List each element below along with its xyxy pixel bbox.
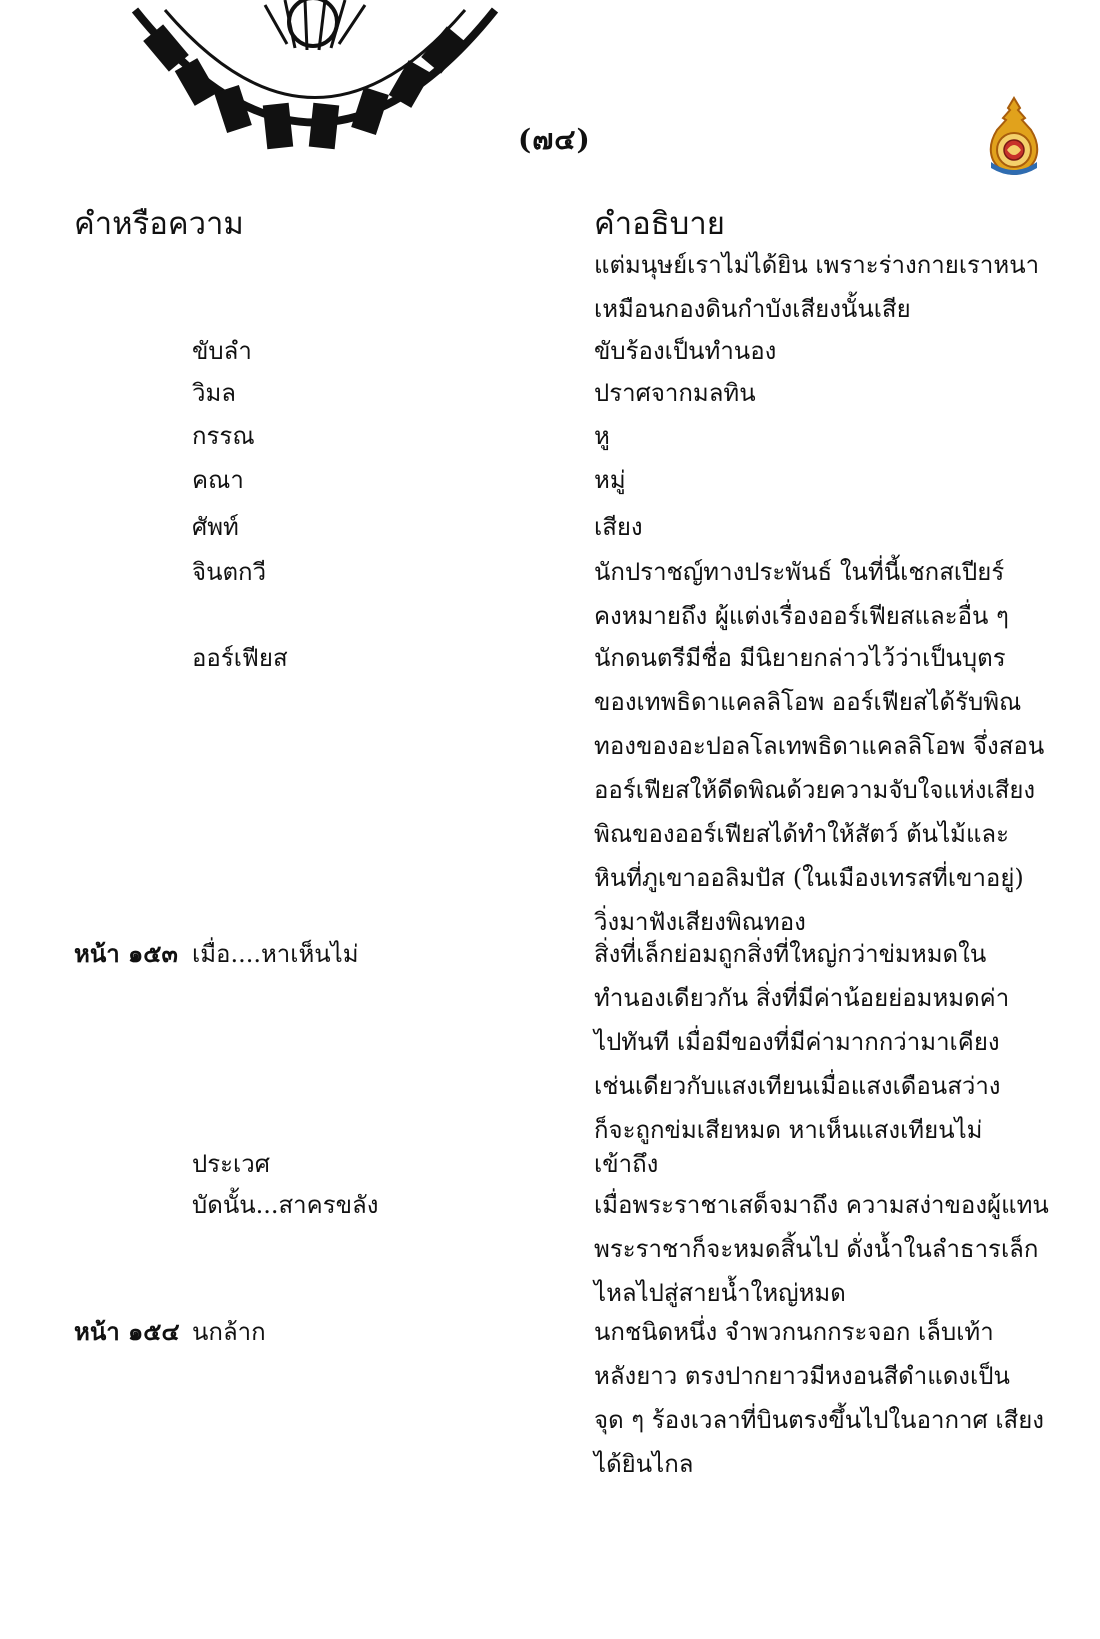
entry-term: บัดนั้น...สาครขลัง: [192, 1191, 379, 1219]
explanation-line: พระราชาก็จะหมดสิ้นไป ดั่งน้ำในลำธารเล็ก: [594, 1235, 1039, 1263]
entry-explanation: [594, 243, 1054, 331]
entry-explanation: [594, 329, 1054, 373]
library-stamp-graphic: [125, 0, 505, 175]
entry-term: จินตกวี: [192, 558, 267, 586]
entry-term: วิมล: [192, 379, 237, 407]
explanation-line: เมื่อพระราชาเสด็จมาถึง ความสง่าของผู้แทน: [594, 1191, 1049, 1219]
explanation-line: เช่นเดียวกับแสงเทียนเมื่อแสงเดือนสว่าง: [594, 1072, 1001, 1100]
entry-term: นกล้าก: [192, 1318, 266, 1346]
entry-term: ประเวศ: [192, 1150, 270, 1178]
entry-explanation: [594, 1183, 1054, 1315]
explanation-line: เสียง: [594, 513, 643, 541]
entry-term: ศัพท์: [192, 513, 239, 541]
explanation-line: ออร์เฟียสให้ดีดพิณด้วยความจับใจแห่งเสียง: [594, 776, 1036, 804]
column-header-term: คำหรือความ: [74, 206, 244, 242]
explanation-line: สิ่งที่เล็กย่อมถูกสิ่งที่ใหญ่กว่าข่มหมดใน: [594, 940, 987, 968]
library-stamp: [125, 0, 505, 175]
entry-explanation: [594, 932, 1054, 1152]
explanation-line: หินที่ภูเขาออลิมปัส (ในเมืองเทรสที่เขาอยู่): [594, 864, 1024, 892]
entry-explanation: [594, 1142, 1054, 1186]
explanation-line: หลังยาว ตรงปากยาวมีหงอนสีดำแดงเป็น: [594, 1362, 1010, 1390]
explanation-line: จุด ๆ ร้องเวลาที่บินตรงขึ้นไปในอากาศ เสียง: [594, 1406, 1044, 1434]
column-header-explanation: คำอธิบาย: [594, 206, 725, 242]
explanation-line: นักดนตรีมีชื่อ มีนิยายกล่าวไว้ว่าเป็นบุตร: [594, 644, 1006, 672]
explanation-line: ได้ยินไกล: [594, 1450, 694, 1478]
page-number: (๗๔): [518, 123, 591, 156]
explanation-line: ไหลไปสู่สายน้ำใหญ่หมด: [594, 1279, 846, 1307]
entry-explanation: [594, 1310, 1054, 1486]
explanation-line: ปราศจากมลทิน: [594, 379, 756, 407]
entry-explanation: [594, 636, 1054, 944]
explanation-line: พิณของออร์เฟียสได้ทำให้สัตว์ ต้นไม้และ: [594, 820, 1010, 848]
explanation-line: ไปทันที เมื่อมีของที่มีค่ามากกว่ามาเคียง: [594, 1028, 1000, 1056]
entry-explanation: [594, 505, 1054, 549]
entry-term: ขับลำ: [192, 337, 252, 365]
entry-term: คณา: [192, 466, 244, 494]
explanation-line: ทำนองเดียวกัน สิ่งที่มีค่าน้อยย่อมหมดค่า: [594, 984, 1010, 1012]
entry-explanation: [594, 458, 1054, 502]
entry-term: กรรณ: [192, 422, 255, 450]
explanation-line: ทองของอะปอลโลเทพธิดาแคลลิโอพ จึ่งสอน: [594, 732, 1045, 760]
explanation-line: เหมือนกองดินกำบังเสียงนั้นเสีย: [594, 295, 911, 323]
entry-term: ออร์เฟียส: [192, 644, 288, 672]
explanation-line: คงหมายถึง ผู้แต่งเรื่องออร์เฟียสและอื่น ๆ: [594, 602, 1009, 630]
page-reference: หน้า ๑๕๓: [74, 939, 178, 968]
explanation-line: ก็จะถูกข่มเสียหมด หาเห็นแสงเทียนไม่: [594, 1116, 983, 1144]
explanation-line: นกชนิดหนึ่ง จำพวกนกกระจอก เล็บเท้า: [594, 1318, 994, 1346]
explanation-line: แต่มนุษย์เราไม่ได้ยิน เพราะร่างกายเราหนา: [594, 251, 1040, 279]
explanation-line: ขับร้องเป็นทำนอง: [594, 337, 777, 365]
explanation-line: ของเทพธิดาแคลลิโอพ ออร์เฟียสได้รับพิณ: [594, 688, 1022, 716]
explanation-line: เข้าถึง: [594, 1150, 659, 1178]
ministry-education-emblem-icon: [985, 96, 1043, 176]
explanation-line: หู: [594, 422, 610, 450]
explanation-line: นักปราชญ์ทางประพันธ์ ในที่นี้เชกสเปียร์: [594, 558, 1005, 586]
entry-explanation: [594, 550, 1054, 638]
entry-term: เมื่อ....หาเห็นไม่: [192, 940, 359, 968]
entry-explanation: [594, 414, 1054, 458]
entry-explanation: [594, 371, 1054, 415]
explanation-line: หมู่: [594, 466, 626, 494]
page-reference: หน้า ๑๕๔: [74, 1317, 180, 1346]
explanation-line: วิ่งมาฟังเสียงพิณทอง: [594, 908, 806, 936]
